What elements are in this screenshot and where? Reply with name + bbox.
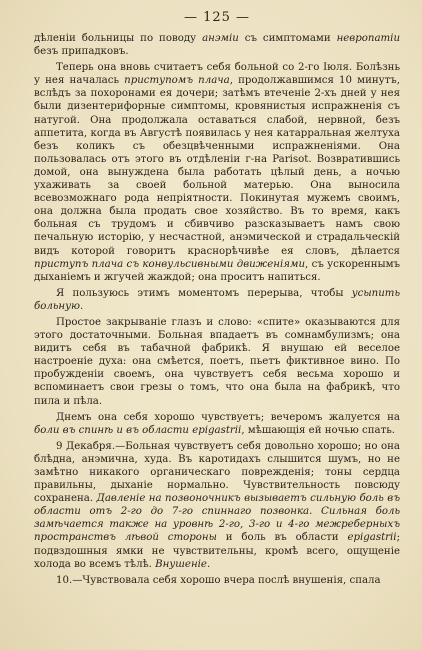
paragraph [34, 411, 400, 437]
italic-text: боли въ спинѣ и въ области epigastrii [34, 424, 242, 436]
paragraph [34, 287, 400, 313]
text-run: Я пользуюсь этимъ моментомъ перерыва, чтобы [56, 287, 352, 299]
italic-text: приступъ плача съ конвульсивными движеніями [34, 258, 306, 270]
paragraph [34, 32, 400, 58]
text-run: . [79, 300, 84, 312]
text-run: дѣленіи больницы по поводу [34, 33, 203, 44]
text-run: Теперь она вновь считаетъ себя больной со 2-го Іюля. Болѣзнь у нея началась [34, 62, 400, 87]
paragraph [34, 316, 400, 408]
italic-text: Давленіе на позвоночникъ вызываетъ сильную боль въ области отъ 2-го до 7-го спиннаго позвонка. Сильная боль замѣчается также на уровнѣ 2-го, 3-го и 4-го межреберныхъ пространствъ лѣвой стороны [34, 493, 400, 544]
text-run: и боль въ области [216, 532, 348, 544]
italic-text: Внушеніе. [155, 558, 211, 570]
text-run: , продолжавшимся 10 минутъ, вслѣдъ за похоронами ея дочери; затѣмъ втеченіе 2-хъ дней у нея были дизентерифорные симптомы, кровянистыя испражненія съ натугой. Она продолжала оставаться слабой, нервной, безъ аппетита, когда въ Августѣ появилась у нея катарральная желтуха безъ коликъ съ обезцвѣченными испражненіями. Она пользовалась отъ этого въ отдѣленіи г-на Parisot. Возвратившись домой, она вынуждена была работать цѣлый день, а ночью ухаживать за своей больной матерью. Она выносила всевозможнаго рода непріятности. Покинутая мужемъ своимъ, она должна была продать свое хозяйство. Въ то время, какъ больная съ трудомъ и сбивчиво разсказываетъ намъ свою печальную исторію, у несчастной, анэмической и страдальческій видъ которой говоритъ краснорѣчивѣе ея словъ, дѣлается [34, 75, 400, 257]
italic-text: анэміи [202, 33, 239, 44]
page-body [34, 32, 400, 587]
paragraph [34, 440, 400, 571]
page-number: — 125 — [183, 10, 251, 25]
paragraph [34, 574, 400, 587]
text-run: съ симптомами [238, 33, 337, 44]
paragraph [34, 61, 400, 284]
italic-text: невропатіи [336, 33, 401, 44]
text-run: , мѣшающія ей ночью спать. [241, 424, 396, 436]
text-run: Простое закрываніе глазъ и слово: «спите» оказываются для этого достаточными. Больная впадаетъ въ сомнамбулизмъ; она видитъ себя въ табачной фабрикѣ. Я внушаю ей веселое настроеніе духа: она смѣется, поетъ, пьетъ фиктивное вино. По пробужденіи своемъ, она чувствуетъ себя весьма хорошо и вспоминаетъ свои грезы о томъ, что она была на фабрикѣ, что пила и пѣла. [34, 316, 400, 407]
italic-text: приступомъ плача [124, 75, 230, 87]
text-run: 10.—Чувствовала себя хорошо вчера послѣ внушенія, спала [56, 574, 381, 586]
text-run: безъ припадковъ. [34, 46, 129, 58]
text-run: Днемъ она себя хорошо чувствуетъ; вечеромъ жалуется на [56, 411, 400, 423]
text-run: ; подвздошныя ямки не чувствительны, кромѣ всего, ощущеніе холода во всемъ тѣлѣ. [34, 532, 400, 570]
text-run: , съ ускореннымъ дыханіемъ и жгучей жаждой; она проситъ напиться. [34, 258, 400, 283]
text-run: 9 Декабря.—Больная чувствуетъ себя довольно хорошо; но она блѣдна, анэмична, худа. Въ каротидахъ слышится шумъ, но не замѣтно никакого органическаго поврежденія; тоны сердца правильны, дыханіе нормально. Чувствительность повсюду сохранена. [34, 440, 400, 505]
italic-text: epigastrii [347, 532, 397, 544]
italic-text: усыпить больную [34, 287, 400, 312]
